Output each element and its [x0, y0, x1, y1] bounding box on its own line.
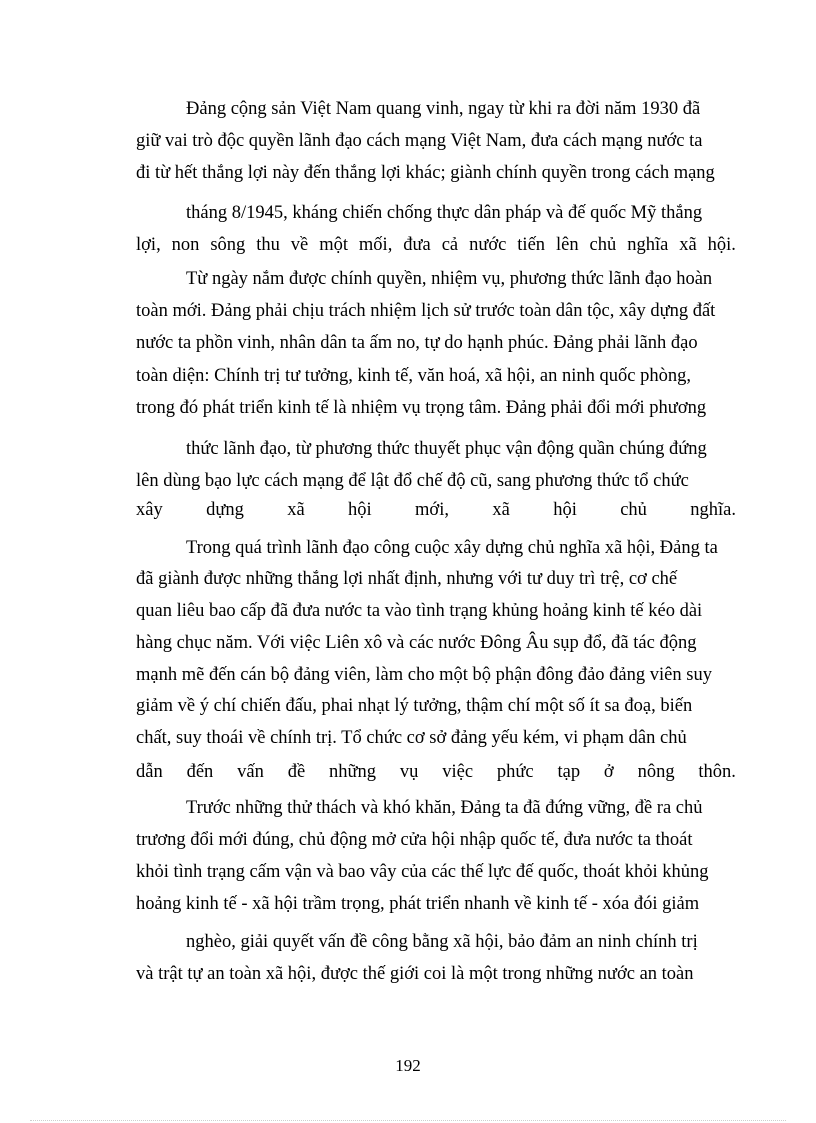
word: chủ [620, 500, 647, 520]
text-line: quan liêu bao cấp đã đưa nước ta vào tình trạng khủng hoảng kinh tế kéo dài [136, 601, 703, 621]
word: những [329, 762, 377, 782]
page-number: 192 [395, 1056, 421, 1075]
word: ở [603, 762, 614, 782]
text-line: Trước những thử thách và khó khăn, Đảng ta đã đứng vững, đề ra chủ [186, 798, 703, 818]
text-line: và trật tự an toàn xã hội, được thế giới coi là một trong những nước an toàn [136, 964, 694, 984]
word: vụ [399, 762, 419, 782]
word: tạp [557, 762, 581, 782]
word: dẫn [136, 762, 163, 782]
word: chủ [589, 235, 617, 255]
text-line: trong đó phát triển kinh tế là nhiệm vụ trọng tâm. Đảng phải đổi mới phương [136, 398, 707, 418]
word: phức [496, 762, 534, 782]
text-line [136, 760, 736, 784]
word: nghĩa. [690, 500, 736, 520]
text-line: Đảng cộng sản Việt Nam quang vinh, ngay từ khi ra đời năm 1930 đã [186, 99, 701, 119]
text-line: nghèo, giải quyết vấn đề công bằng xã hội, bảo đảm an ninh chính trị [186, 932, 698, 952]
text-line: toàn mới. Đảng phải chịu trách nhiệm lịch sử trước toàn dân tộc, xây dựng đất [136, 301, 716, 321]
word: vấn [237, 762, 264, 782]
text-line: trương đổi mới đúng, chủ động mở cửa hội nhập quốc tế, đưa nước ta thoát [136, 830, 693, 850]
page-bottom-rule [30, 1120, 786, 1121]
word: việc [442, 762, 474, 782]
word: lên [555, 235, 579, 255]
word: nông [637, 762, 675, 782]
word: hội. [707, 235, 736, 255]
word: xã [287, 500, 305, 520]
word: mối, [358, 235, 393, 255]
word: về [290, 235, 309, 255]
word: tiến [517, 235, 546, 255]
word: nghĩa [627, 235, 669, 255]
text-line: mạnh mẽ đến cán bộ đảng viên, làm cho một bộ phận đông đảo đảng viên suy [136, 665, 712, 685]
text-line: giữ vai trò độc quyền lãnh đạo cách mạng Việt Nam, đưa cách mạng nước ta [136, 131, 703, 151]
text-line: khỏi tình trạng cấm vận và bao vây của các thế lực đế quốc, thoát khỏi khủng [136, 862, 709, 882]
text-line: đã giành được những thắng lợi nhất định, nhưng với tư duy trì trệ, cơ chế [136, 569, 678, 589]
word: xây [136, 500, 163, 520]
word: đến [186, 762, 214, 782]
text-line: lên dùng bạo lực cách mạng để lật đổ chế độ cũ, sang phương thức tổ chức [136, 471, 689, 491]
text-line: Từ ngày nắm được chính quyền, nhiệm vụ, phương thức lãnh đạo hoàn [186, 269, 713, 289]
word: dựng [206, 500, 244, 520]
word: non [171, 235, 200, 255]
text-line: hàng chục năm. Với việc Liên xô và các nước Đông Âu sụp đổ, đã tác động [136, 633, 697, 653]
word: một [319, 235, 348, 255]
word: cả [441, 235, 459, 255]
text-line: giảm về ý chí chiến đấu, phai nhạt lý tưởng, thậm chí một số ít sa đoạ, biến [136, 696, 693, 716]
text-line: tháng 8/1945, kháng chiến chống thực dân pháp và đế quốc Mỹ thắng [186, 203, 703, 223]
text-line: chất, suy thoái về chính trị. Tổ chức cơ sở đảng yếu kém, vi phạm dân chủ [136, 728, 687, 748]
word: thôn. [698, 762, 736, 782]
word: sông [210, 235, 246, 255]
word: nước [469, 235, 507, 255]
word: lợi, [136, 235, 161, 255]
word: hội [348, 500, 372, 520]
word: mới, [415, 500, 449, 520]
text-line: toàn diện: Chính trị tư tưởng, kinh tế, văn hoá, xã hội, an ninh quốc phòng, [136, 366, 691, 386]
word: hội [553, 500, 577, 520]
text-line [136, 233, 736, 257]
word: thu [256, 235, 280, 255]
word: xã [492, 500, 510, 520]
text-line: hoảng kinh tế - xã hội trầm trọng, phát triển nhanh về kinh tế - xóa đói giảm [136, 894, 700, 914]
word: xã [679, 235, 697, 255]
text-line: Trong quá trình lãnh đạo công cuộc xây dựng chủ nghĩa xã hội, Đảng ta [186, 538, 718, 558]
text-line [136, 498, 736, 522]
word: đưa [403, 235, 431, 255]
text-line: đi từ hết thắng lợi này đến thắng lợi khác; giành chính quyền trong cách mạng [136, 163, 715, 183]
word: đề [287, 762, 306, 782]
text-line: thức lãnh đạo, từ phương thức thuyết phục vận động quần chúng đứng [186, 439, 707, 459]
text-line: nước ta phồn vinh, nhân dân ta ấm no, tự do hạnh phúc. Đảng phải lãnh đạo [136, 333, 698, 353]
